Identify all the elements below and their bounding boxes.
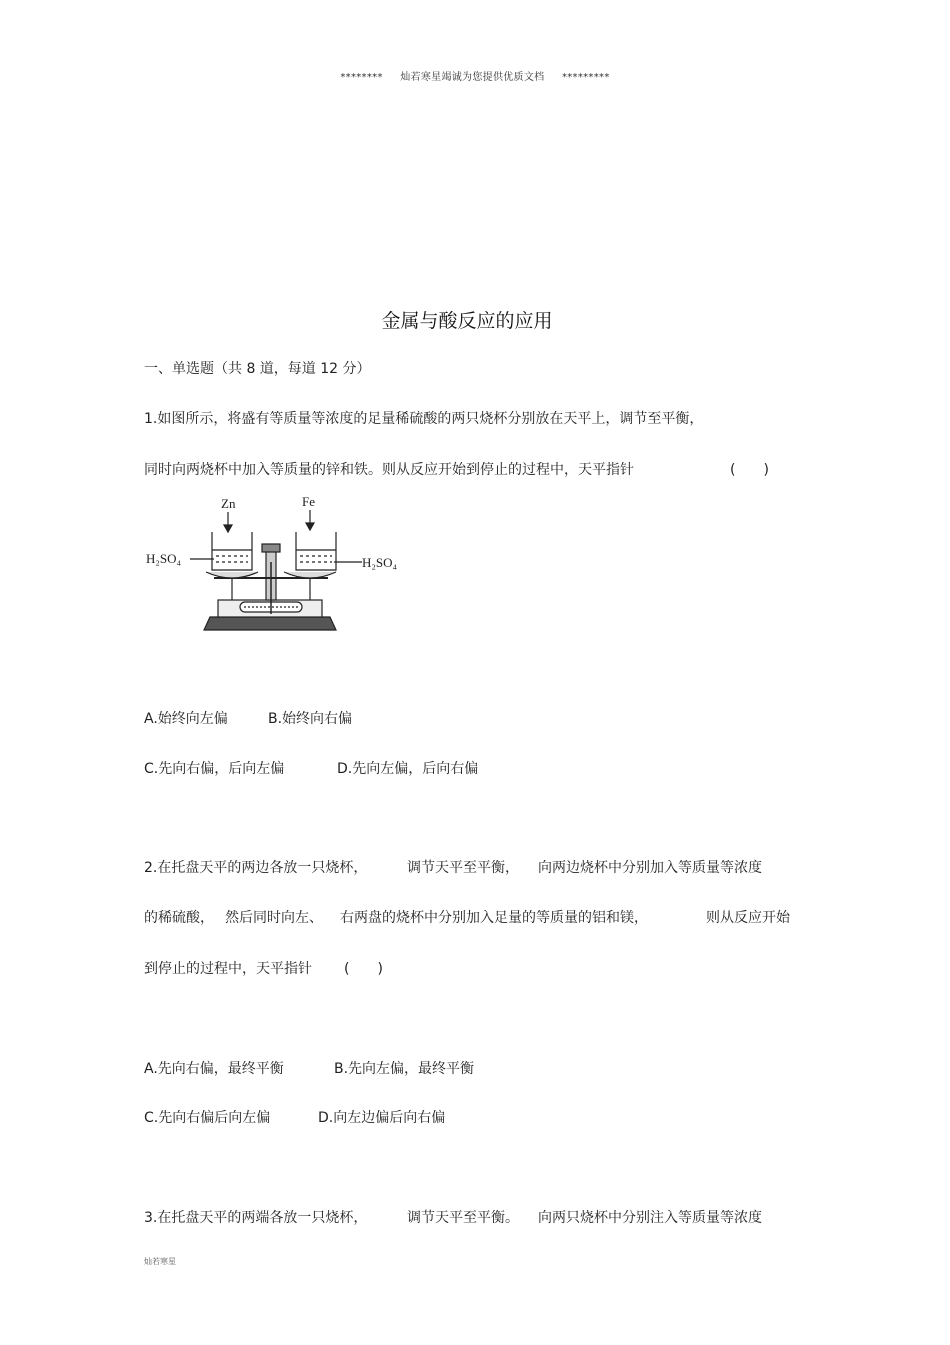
q2-line2-part4: 则从反应开始 [706, 910, 790, 926]
balance-base [204, 617, 336, 630]
q2-line2-part1: 的稀硫酸， [144, 910, 214, 926]
left-acid-label: H₂SO₄ [146, 551, 182, 566]
q2-option-b: B.先向左偏，最终平衡 [334, 1061, 475, 1077]
q2-line1-part2: 调节天平至平衡， [407, 860, 519, 876]
q3-line1-part1: 3.在托盘天平的两端各放一只烧杯， [144, 1210, 368, 1226]
page-title: 金属与酸反应的应用 [381, 310, 553, 332]
q3-line1-part2: 调节天平至平衡。 [407, 1210, 519, 1226]
q2-stem-end: 到停止的过程中，天平指针 [144, 961, 312, 977]
right-beaker [296, 532, 336, 570]
q1-stem: 同时向两烧杯中加入等质量的锌和铁。则从反应开始到停止的过程中，天平指针 [144, 462, 634, 478]
q2-answer-blank: ( ) [344, 961, 383, 977]
q2-line1-part3: 向两边烧杯中分别加入等质量等浓度 [538, 860, 762, 876]
q2-option-d: D.向左边偏后向右偏 [318, 1110, 446, 1126]
balance-apparatus [190, 510, 362, 630]
q1-answer-blank: ( ) [730, 462, 769, 478]
q1-text-line1: 1.如图所示，将盛有等质量等浓度的足量稀硫酸的两只烧杯分别放在天平上，调节至平衡， [144, 411, 704, 427]
header-stars-right: ********* [561, 72, 610, 83]
q3-line1-part3: 向两只烧杯中分别注入等质量等浓度 [538, 1210, 762, 1226]
left-beaker [212, 532, 252, 570]
q2-option-a: A.先向右偏，最终平衡 [144, 1061, 284, 1077]
q1-option-d: D.先向左偏，后向右偏 [337, 761, 479, 777]
q2-line1-part1: 2.在托盘天平的两边各放一只烧杯， [144, 860, 368, 876]
right-metal-label: Fe [302, 494, 315, 509]
right-acid-label: H₂SO₄ [362, 555, 398, 570]
q1-option-a: A.始终向左偏 [144, 711, 228, 727]
balance-top [262, 544, 280, 552]
q1-option-c: C.先向右偏，后向左偏 [144, 761, 285, 777]
header-stars-left: ******** [340, 72, 383, 83]
q2-line2-part3: 右两盘的烧杯中分别加入足量的等质量的铝和镁， [340, 910, 648, 926]
q1-option-b: B.始终向右偏 [268, 711, 353, 727]
header-text: 灿若寒星竭诚为您提供优质文档 [400, 72, 545, 83]
left-metal-label: Zn [221, 496, 236, 511]
section-heading: 一、单选题（共 8 道，每道 12 分） [144, 361, 371, 377]
balance-figure [144, 492, 414, 634]
q2-option-c: C.先向右偏后向左偏 [144, 1110, 271, 1126]
footer-text: 灿若寒星 [144, 1257, 176, 1266]
q1-text-line2 [144, 459, 784, 479]
header-banner [0, 68, 950, 83]
q2-line2-part2: 然后同时向左、 [225, 910, 323, 926]
